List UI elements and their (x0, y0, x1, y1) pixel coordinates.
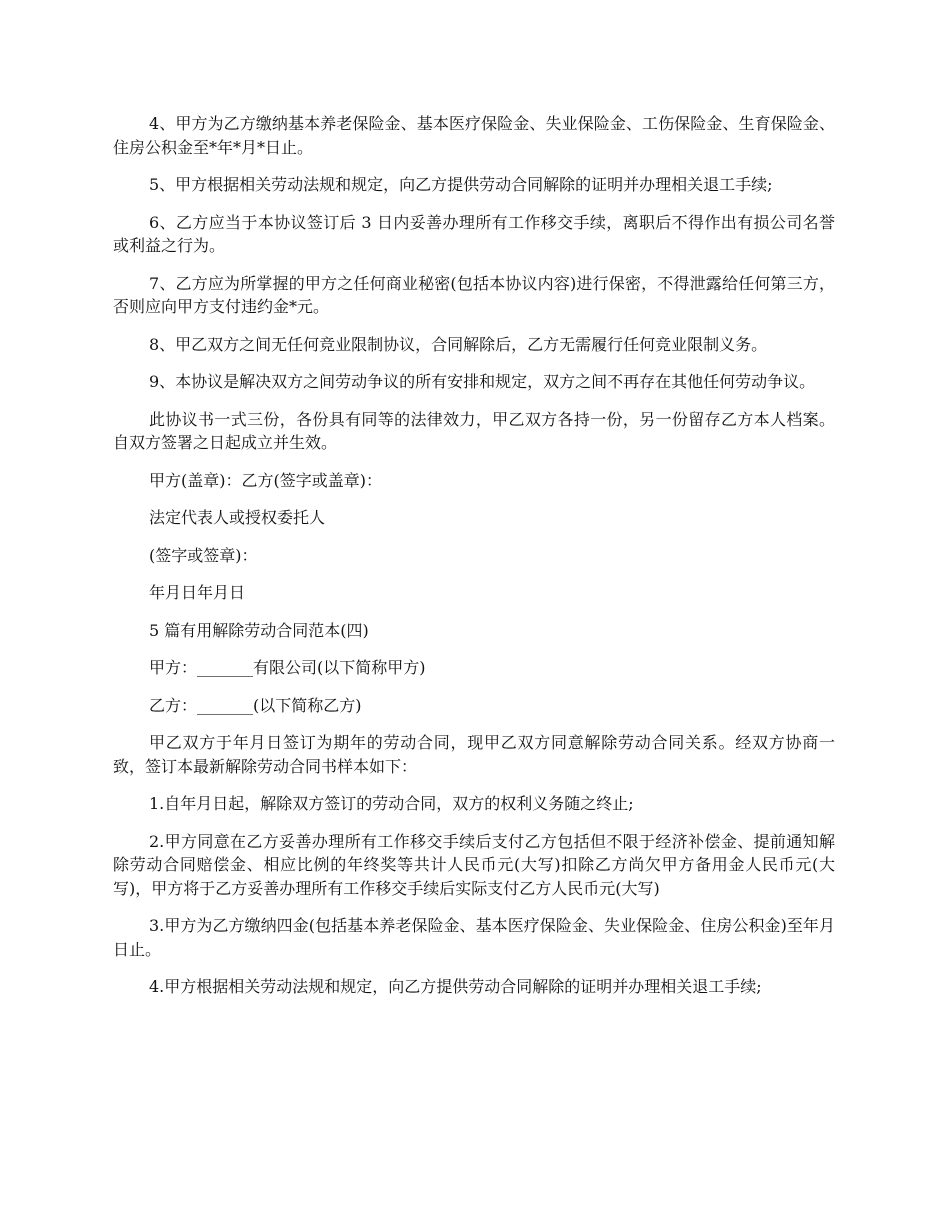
clause-4-insurance: 4、甲方为乙方缴纳基本养老保险金、基本医疗保险金、失业保险金、工伤保险金、生育保险金、住房公积金至*年*月*日止。 (113, 114, 835, 157)
clause-5-termination-proof: 5、甲方根据相关劳动法规和规定，向乙方提供劳动合同解除的证明并办理相关退工手续; (149, 175, 773, 194)
legal-representative-line: 法定代表人或授权委托人 (149, 508, 326, 527)
item-4-termination-proof: 4.甲方根据相关劳动法规和规定，向乙方提供劳动合同解除的证明并办理相关退工手续; (149, 977, 762, 996)
signature-seal-line: (签字或签章)： (149, 545, 258, 565)
document-page (113, 112, 835, 1013)
clause-6-handover: 6、乙方应当于本协议签订后 3 日内妥善办理所有工作移交手续，离职后不得作出有损公司名誉或利益之行为。 (113, 212, 835, 255)
party-b-line: 乙方：_______(以下简称乙方) (149, 695, 362, 715)
date-line: 年月日年月日 (149, 583, 246, 602)
clause-7-confidentiality: 7、乙方应为所掌握的甲方之任何商业秘密(包括本协议内容)进行保密，不得泄露给任何第三方，否则应向甲方支付违约金*元。 (113, 273, 835, 316)
clause-9-dispute: 9、本协议是解决双方之间劳动争议的所有安排和规定，双方之间不再存在其他任何劳动争议。 (149, 372, 816, 391)
clause-8-non-compete: 8、甲乙双方之间无任何竞业限制协议，合同解除后，乙方无需履行任何竞业限制义务。 (149, 334, 768, 354)
party-a-line: 甲方：_______有限公司(以下简称甲方) (149, 658, 426, 677)
item-3-benefits: 3.甲方为乙方缴纳四金(包括基本养老保险金、基本医疗保险金、失业保险金、住房公积金)至年月日止。 (113, 916, 835, 959)
signature-parties-line: 甲方(盖章)：乙方(签字或盖章)： (149, 470, 382, 490)
copies-clause: 此协议书一式三份，各份具有同等的法律效力，甲乙双方各持一份，另一份留存乙方本人档案。自双方签署之日起成立并生效。 (113, 409, 835, 452)
item-1-termination: 1.自年月日起，解除双方签订的劳动合同，双方的权利义务随之终止; (149, 794, 634, 813)
item-2-compensation: 2.甲方同意在乙方妥善办理所有工作移交手续后支付乙方包括但不限于经济补偿金、提前通知解除劳动合同赔偿金、相应比例的年终奖等共计人民币元(大写)扣除乙方尚欠甲方备用金人民币元(大写)，甲方将于乙方妥善办理所有工作移交手续后实际支付乙方人民币元(大写) (113, 831, 835, 898)
section-title: 5 篇有用解除劳动合同范本(四) (149, 620, 369, 640)
preamble-paragraph: 甲乙双方于年月日签订为期年的劳动合同，现甲乙双方同意解除劳动合同关系。经双方协商一致，签订本最新解除劳动合同书样本如下： (113, 733, 835, 776)
